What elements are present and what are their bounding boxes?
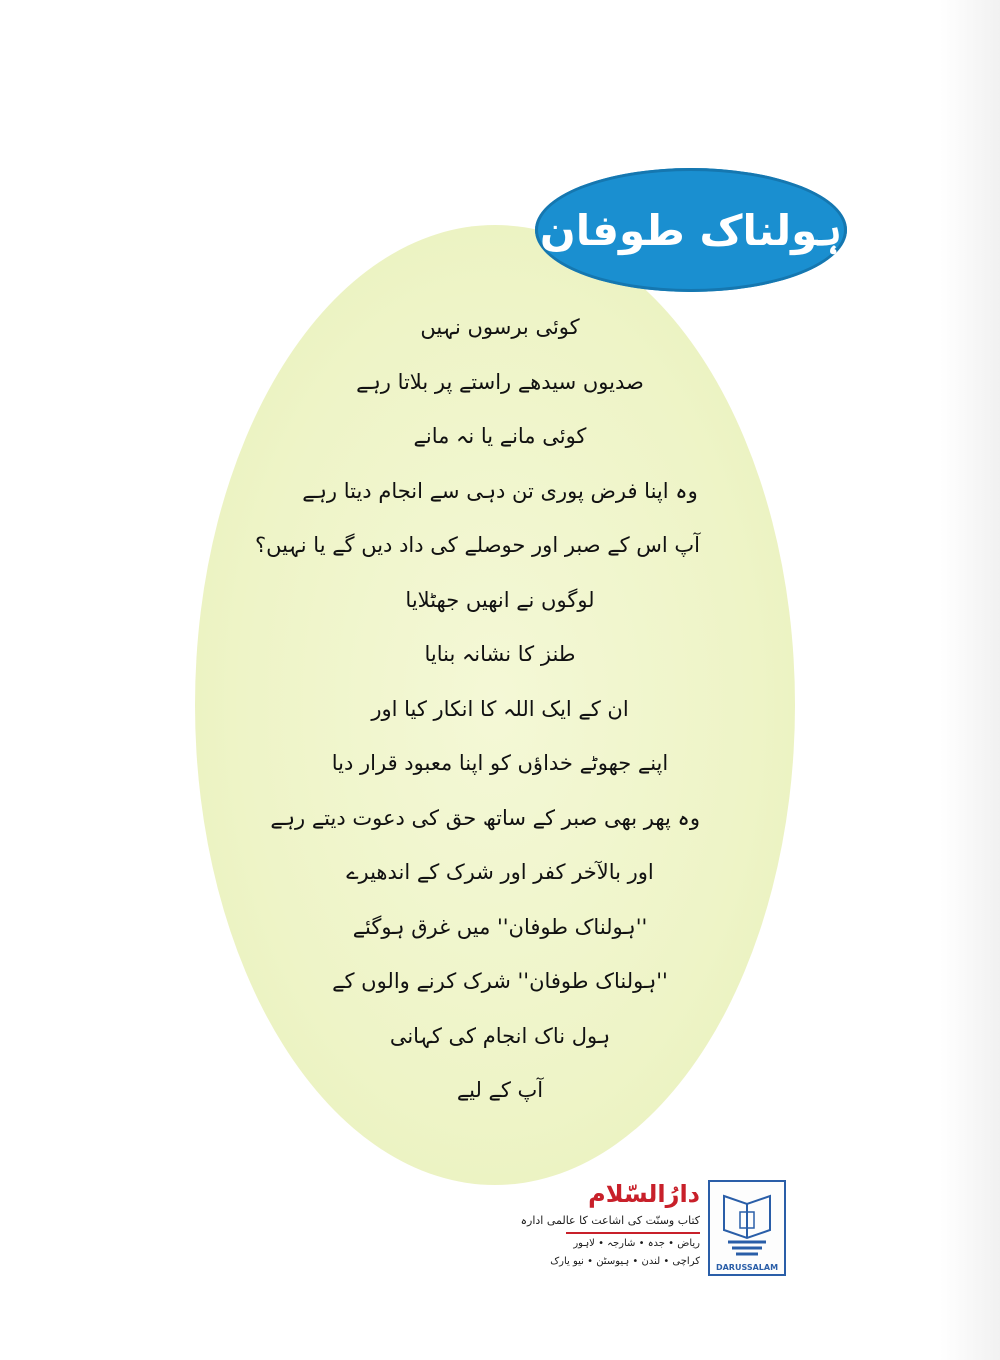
poem-line: اپنے جھوٹے خداؤں کو اپنا معبود قرار دیا (331, 751, 669, 775)
publisher-cities: کراچی • لندن • ہیوسٹن • نیو یارک (550, 1256, 700, 1267)
poem-line: ''ہولناک طوفان'' شرک کرنے والوں کے (332, 969, 668, 993)
poem-text (255, 300, 700, 1118)
poem-line: طنز کا نشانہ بنایا (424, 642, 576, 666)
poem-line: وہ اپنا فرض پوری تن دہی سے انجام دیتا رہے (302, 478, 698, 503)
poem-line: ہول ناک انجام کی کہانی (389, 1023, 611, 1048)
publisher-logo (708, 1180, 786, 1276)
poem-line: آپ کے لیے (456, 1078, 544, 1102)
poem-line: کوئی برسوں نہیں (420, 315, 580, 339)
logo-latin-text: DARUSSALAM (715, 1263, 779, 1272)
poem-line: کوئی مانے یا نہ مانے (413, 424, 587, 448)
poem-line: اور بالآخر کفر اور شرک کے اندھیرے (346, 860, 654, 884)
book-title: ہولناک طوفان (539, 205, 843, 255)
title-badge (535, 168, 847, 292)
poem-line: لوگوں نے انھیں جھٹلایا (405, 587, 595, 612)
publisher-name: دارُالسّلام (588, 1180, 700, 1208)
publisher-tagline: کتاب وسنّت کی اشاعت کا عالمی ادارہ (520, 1214, 700, 1227)
book-icon (710, 1182, 784, 1260)
poem-line: ''ہولناک طوفان'' میں غرق ہوگئے (352, 914, 648, 939)
poem-line: آپ اس کے صبر اور حوصلے کی داد دیں گے یا نہیں؟ (255, 533, 700, 557)
poem-line: صدیوں سیدھے راستے پر بلاتا رہے (356, 369, 644, 394)
publisher-cities: ریاض • جدہ • شارجہ • لاہور (573, 1238, 700, 1249)
publisher-divider (566, 1232, 700, 1234)
poem-line: وہ پھر بھی صبر کے ساتھ حق کی دعوت دیتے رہے (270, 805, 700, 830)
poem-line: ان کے ایک اللہ کا انکار کیا اور (371, 696, 629, 721)
